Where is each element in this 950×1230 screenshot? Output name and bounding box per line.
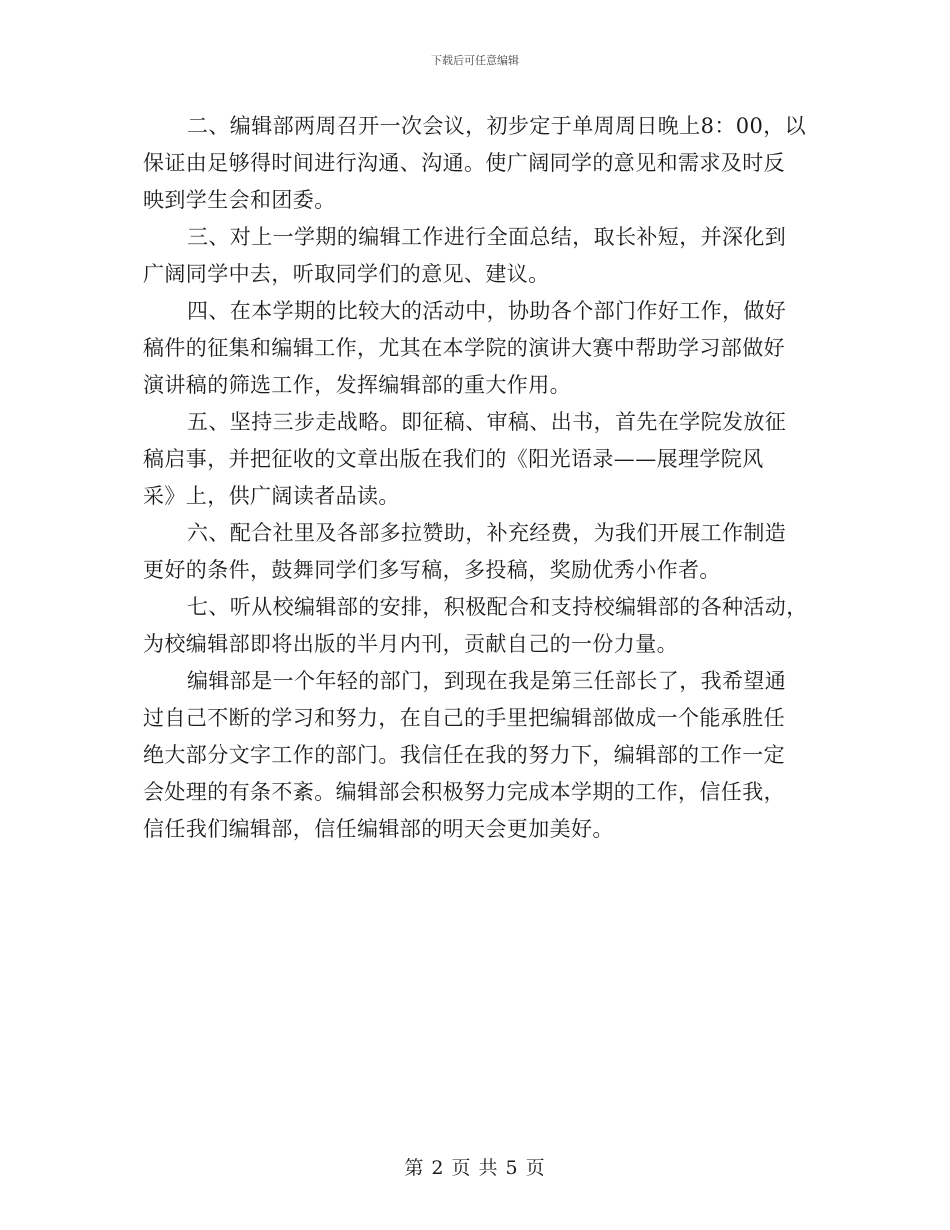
- paragraph-5: [143, 404, 815, 515]
- text-line: 稿启事，并把征收的文章出版在我们的《阳光语录——展理学院风: [143, 447, 764, 471]
- text-line: 映到学生会和团委。: [143, 188, 336, 212]
- text-line: 采》上，供广阔读者品读。: [143, 484, 400, 508]
- text-line: 为校编辑部即将出版的半月内刊，贡献自己的一份力量。: [143, 632, 678, 656]
- paragraph-3: [143, 219, 815, 293]
- page-header: 下载后可任意编辑: [431, 54, 519, 67]
- text-line: 编辑部是一个年轻的部门，到现在我是第三任部长了，我希望通: [187, 669, 787, 693]
- text-line: 四、在本学期的比较大的活动中，协助各个部门作好工作，做好: [187, 299, 787, 323]
- paragraph-2: [143, 108, 815, 219]
- text-line: 六、配合社里及各部多拉赞助，补充经费，为我们开展工作制造: [187, 521, 787, 545]
- text-line: 信任我们编辑部，信任编辑部的明天会更加美好。: [143, 817, 614, 841]
- paragraph-6: [143, 515, 815, 589]
- text-line: 绝大部分文字工作的部门。我信任在我的努力下，编辑部的工作一定: [143, 743, 785, 767]
- text-line: 更好的条件，鼓舞同学们多写稿，多投稿，奖励优秀小作者。: [143, 558, 721, 582]
- text-line: 广阔同学中去，听取同学们的意见、建议。: [143, 262, 550, 286]
- paragraph-closing: [143, 663, 815, 848]
- page-footer: 第 2 页 共 5 页: [404, 1157, 546, 1179]
- document-body: [143, 108, 815, 848]
- paragraph-7: [143, 589, 815, 663]
- text-line: 二、编辑部两周召开一次会议，初步定于单周周日晚上8：00，以: [187, 114, 807, 138]
- text-line: 稿件的征集和编辑工作，尤其在本学院的演讲大赛中帮助学习部做好: [143, 336, 785, 360]
- text-line: 保证由足够得时间进行沟通、沟通。使广阔同学的意见和需求及时反: [143, 151, 785, 175]
- text-line: 会处理的有条不紊。编辑部会积极努力完成本学期的工作，信任我，: [143, 780, 785, 804]
- text-line: 过自己不断的学习和努力，在自己的手里把编辑部做成一个能承胜任: [143, 706, 785, 730]
- paragraph-4: [143, 293, 815, 404]
- text-line: 五、坚持三步走战略。即征稿、审稿、出书，首先在学院发放征: [187, 410, 787, 434]
- text-line: 三、对上一学期的编辑工作进行全面总结，取长补短，并深化到: [187, 225, 787, 249]
- text-line: 演讲稿的筛选工作，发挥编辑部的重大作用。: [143, 373, 571, 397]
- text-line: 七、听从校编辑部的安排，积极配合和支持校编辑部的各种活动，: [187, 595, 808, 619]
